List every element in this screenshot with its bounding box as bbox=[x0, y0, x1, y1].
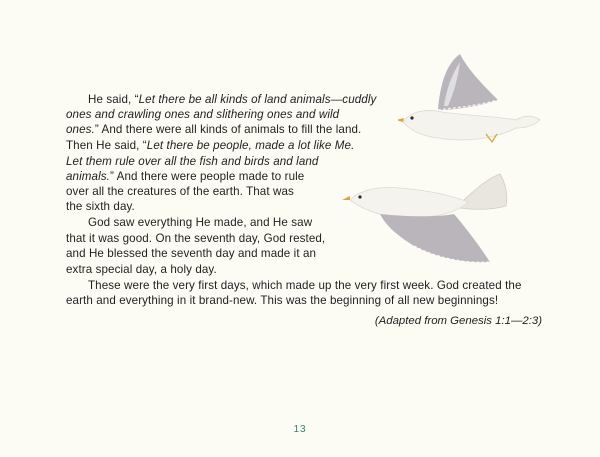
dove-upper-beak bbox=[398, 118, 404, 122]
story-line bbox=[66, 184, 294, 199]
story-line bbox=[66, 199, 135, 214]
narration-text: God saw everything He made, and He saw bbox=[88, 216, 313, 229]
story-line bbox=[88, 92, 376, 107]
story-line bbox=[66, 169, 304, 184]
scripture-citation: (Adapted from Genesis 1:1—2:3) bbox=[374, 315, 542, 327]
narration-text: He said, “ bbox=[88, 93, 139, 106]
story-line bbox=[66, 122, 361, 137]
dove-lower-tail bbox=[460, 174, 507, 209]
narration-text: These were the very first days, which made up the very first week. God created the bbox=[88, 279, 522, 292]
narration-text: ” And there were all kinds of animals to fill the land. bbox=[94, 123, 362, 136]
story-line bbox=[66, 231, 325, 246]
spoken-words: Let them rule over all the fish and birds and land bbox=[66, 155, 319, 168]
narration-text: that it was good. On the seventh day, God rested, bbox=[66, 232, 326, 245]
story-line bbox=[66, 138, 354, 153]
narration-text: earth and everything in it brand-new. This was the beginning of all new beginnings! bbox=[66, 294, 499, 307]
dove-upper-illustration bbox=[398, 50, 548, 150]
narration-text: over all the creatures of the earth. That was bbox=[66, 185, 294, 198]
spoken-words: animals. bbox=[66, 170, 110, 183]
narration-text: the sixth day. bbox=[66, 200, 135, 213]
dove-lower-body bbox=[350, 188, 468, 219]
page-number: 13 bbox=[293, 424, 307, 435]
spoken-words: ones and crawling ones and slithering ones and wild bbox=[66, 108, 340, 121]
dove-lower-illustration bbox=[340, 170, 520, 270]
story-line bbox=[88, 215, 312, 230]
spoken-words: Let there be people, made a lot like Me. bbox=[146, 139, 355, 152]
spoken-words: ones. bbox=[66, 123, 95, 136]
narration-text: extra special day, a holy day. bbox=[66, 263, 217, 276]
dove-upper-body bbox=[403, 110, 540, 139]
narration-text: ” And there were people made to rule bbox=[109, 170, 305, 183]
story-line bbox=[66, 107, 339, 122]
narration-text: Then He said, “ bbox=[66, 139, 147, 152]
dove-upper-eye bbox=[410, 116, 413, 119]
story-line bbox=[66, 246, 316, 261]
narration-text: and He blessed the seventh day and made it an bbox=[66, 247, 317, 260]
dove-lower-beak bbox=[342, 196, 350, 200]
story-line bbox=[66, 262, 217, 277]
story-line bbox=[88, 278, 522, 293]
dove-lower-eye bbox=[358, 195, 361, 198]
spoken-words: Let there be all kinds of land animals—cuddly bbox=[138, 93, 377, 106]
story-line bbox=[66, 154, 318, 169]
story-line bbox=[66, 293, 498, 308]
